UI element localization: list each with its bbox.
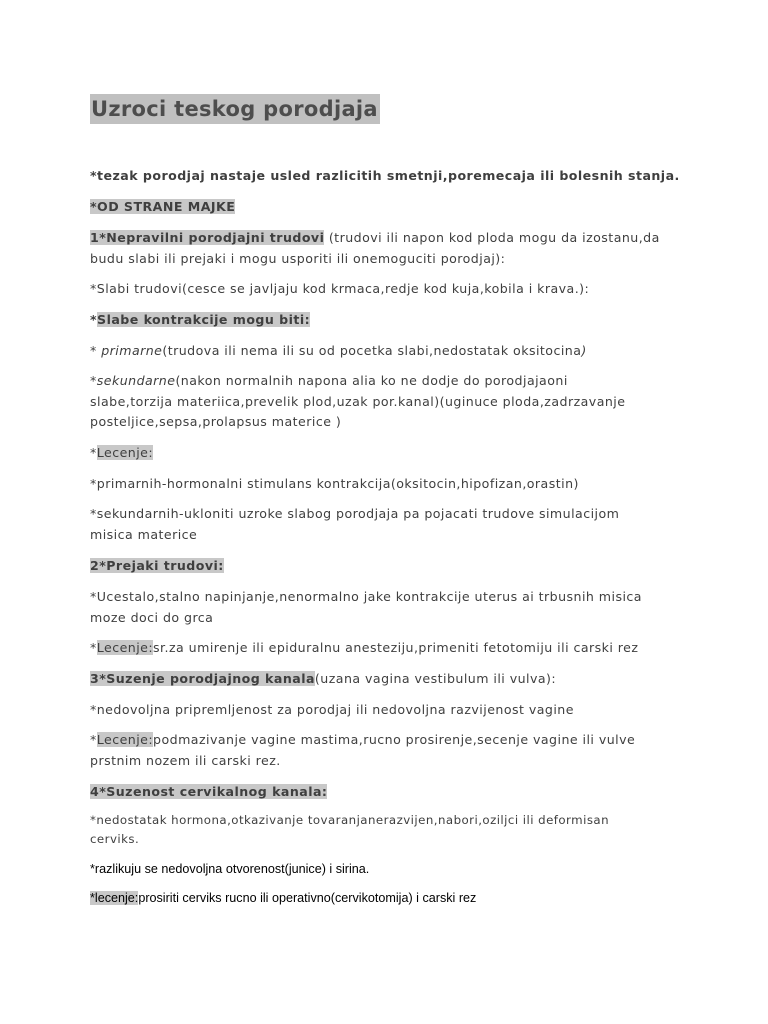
lecenje-2-text: sr.za umirenje ili epiduralnu anesteziju,primeniti fetotomiju ili carski rez — [153, 640, 639, 655]
primarne-text: (trudova ili nema ili su od pocetka slabi,nedostatak oksitocina — [162, 343, 582, 358]
paragraph-razlikuju: *razlikuju se nedovoljna otvorenost(junice) i sirina. — [90, 862, 370, 876]
paragraph-lecenje-3 — [90, 730, 680, 771]
section-heading — [90, 197, 680, 218]
paragraph-primarnih: *primarnih-hormonalni stimulans kontrakcija(oksitocin,hipofizan,orastin) — [90, 476, 579, 491]
sekundarne-term: sekundarne — [96, 373, 176, 388]
paragraph-prejaki-trudovi — [90, 556, 680, 577]
lecenje-1-label: Lecenje: — [96, 445, 154, 460]
paragraph-nedovoljna: *nedovoljna pripremljenost za porodjaj ili nedovoljna razvijenost vagine — [90, 702, 574, 717]
ucestalo-line2: moze doci do grca — [90, 609, 214, 625]
paragraph-slabe-kontrakcije — [90, 310, 680, 331]
slabe-kontrakcije-label: Slabe kontrakcije mogu biti: — [97, 312, 311, 327]
sekundarnih-line2: misica materice — [90, 526, 198, 542]
suzenost-kanala-label: 4*Suzenost cervikalnog kanala: — [90, 784, 328, 799]
paragraph-lecenje-2 — [90, 638, 680, 659]
nedostatak-line1: *nedostatak hormona,otkazivanje tovaranjanerazvijen,nabori,oziljci ili deformisan — [90, 813, 610, 827]
suzenje-kanala-text: (uzana vagina vestibulum ili vulva): — [314, 671, 557, 686]
sekundarne-line1: (nakon normalnih napona alia ko ne dodje do porodjajaoni — [175, 373, 568, 388]
sekundarne-star: * — [90, 373, 97, 388]
lecenje-3-label: Lecenje: — [96, 732, 154, 747]
lecenje-1-star: * — [90, 445, 97, 460]
sekundarne-line2: slabe,torzija materiica,prevelik plod,uzak por.kanal)(uginuce ploda,zadrzavanje — [90, 393, 626, 409]
lecenje-2-label: Lecenje: — [96, 640, 154, 655]
paragraph-suzenost-kanala — [90, 782, 680, 803]
primarne-term: primarne — [101, 343, 163, 358]
primarne-star: * — [90, 343, 102, 358]
section-heading-text: *OD STRANE MAJKE — [90, 199, 236, 214]
lecenje-2-star: * — [90, 640, 97, 655]
paragraph-sekundarne — [90, 371, 680, 433]
lecenje-3-line1: podmazivanje vagine mastima,rucno prosirenje,secenje vagine ili vulve — [153, 732, 636, 747]
paragraph-nepravilni-trudovi — [90, 228, 680, 269]
paragraph-nedostatak — [90, 811, 680, 849]
paragraph-ucestalo — [90, 587, 680, 628]
prejaki-trudovi-label: 2*Prejaki trudovi: — [90, 558, 224, 573]
lecenje-4-text: prosiriti cerviks rucno ili operativno(cervikotomija) i carski rez — [138, 891, 477, 905]
lecenje-3-line2: prstnim nozem ili carski rez. — [90, 752, 281, 768]
paragraph-primarne — [90, 341, 680, 362]
sekundarne-line3: posteljice,sepsa,prolapsus materice ) — [90, 414, 342, 429]
nepravilni-trudovi-line2: budu slabi ili prejaki i mogu usporiti ili onemoguciti porodjaj): — [90, 250, 506, 266]
lecenje-4-label: *lecenje: — [90, 891, 139, 905]
lecenje-3-star: * — [90, 732, 97, 747]
suzenje-kanala-label: 3*Suzenje porodjajnog kanala — [90, 671, 315, 686]
paragraph-suzenje-kanala — [90, 669, 680, 690]
paragraph-sekundarnih — [90, 504, 680, 545]
paragraph-lecenje-4 — [90, 888, 680, 909]
intro-paragraph: *tezak porodjaj nastaje usled razlicitih smetnji,poremecaja ili bolesnih stanja. — [90, 168, 680, 183]
nepravilni-trudovi-label: 1*Nepravilni porodjajni trudovi — [90, 230, 325, 245]
slabe-star: * — [90, 312, 98, 327]
nepravilni-trudovi-text: (trudovi ili napon kod ploda mogu da izostanu,da — [324, 230, 660, 245]
ucestalo-line1: *Ucestalo,stalno napinjanje,nenormalno jake kontrakcije uterus ai trbusnih misica — [90, 589, 642, 604]
primarne-end: ) — [581, 343, 587, 358]
document-title: Uzroci teskog porodjaja — [90, 94, 380, 124]
paragraph-slabi-trudovi: *Slabi trudovi(cesce se javljaju kod krmaca,redje kod kuja,kobila i krava.): — [90, 281, 590, 296]
nedostatak-line2: cerviks. — [90, 832, 140, 846]
paragraph-lecenje-1 — [90, 443, 680, 464]
sekundarnih-line1: *sekundarnih-ukloniti uzroke slabog porodjaja pa pojacati trudove simulacijom — [90, 506, 620, 521]
